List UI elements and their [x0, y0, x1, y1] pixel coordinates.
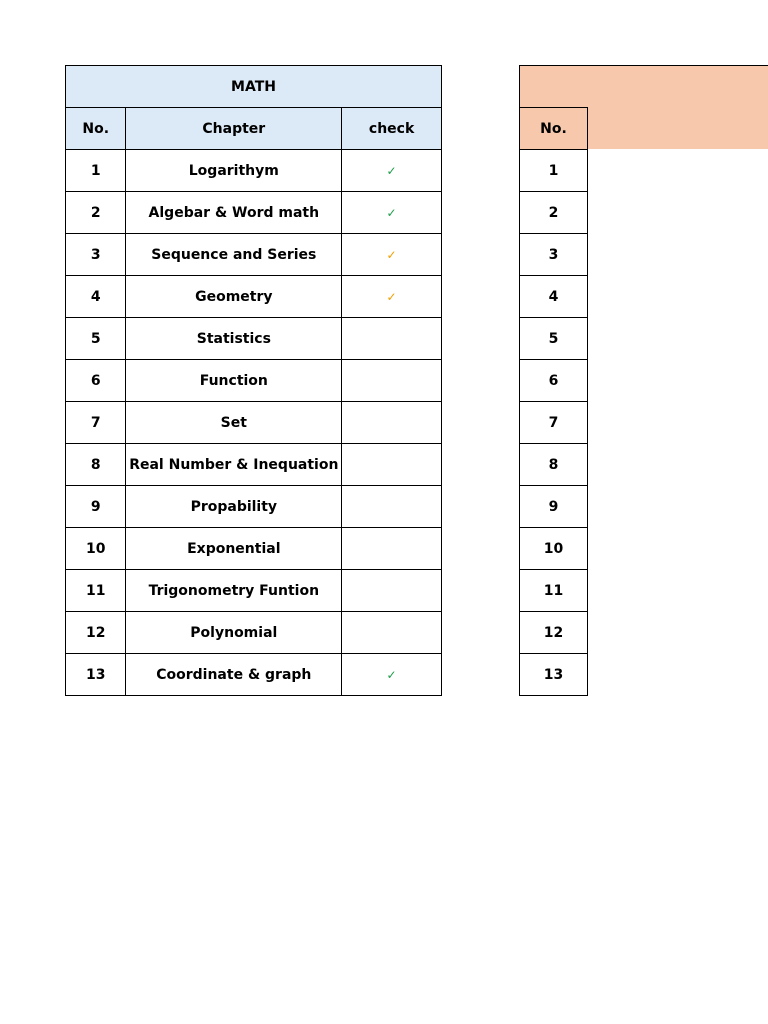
row-chapter-cell[interactable]: Propability [126, 486, 342, 528]
row-check-cell[interactable] [342, 654, 442, 696]
table-row [66, 612, 442, 654]
side-row [520, 528, 588, 570]
row-no-cell[interactable]: 7 [66, 402, 126, 444]
row-no-cell[interactable]: 1 [66, 150, 126, 192]
row-no-cell[interactable]: 2 [66, 192, 126, 234]
table-row [66, 318, 442, 360]
check-mark-icon: ✓ [386, 247, 397, 262]
table-row [66, 150, 442, 192]
table-row [66, 402, 442, 444]
side-row-no-cell[interactable]: 7 [520, 402, 588, 444]
row-check-cell[interactable] [342, 234, 442, 276]
row-check-cell[interactable] [342, 444, 442, 486]
side-row-no-cell[interactable]: 3 [520, 234, 588, 276]
row-check-cell[interactable] [342, 276, 442, 318]
side-row [520, 360, 588, 402]
side-row [520, 612, 588, 654]
math-title-row [66, 66, 442, 108]
row-chapter-cell[interactable]: Function [126, 360, 342, 402]
row-chapter-cell[interactable]: Set [126, 402, 342, 444]
side-row-no-cell[interactable]: 8 [520, 444, 588, 486]
side-row-no-cell[interactable]: 13 [520, 654, 588, 696]
math-title[interactable]: MATH [66, 66, 442, 108]
math-table [65, 65, 442, 696]
row-check-cell[interactable] [342, 612, 442, 654]
side-row [520, 192, 588, 234]
row-no-cell[interactable]: 9 [66, 486, 126, 528]
row-no-cell[interactable]: 6 [66, 360, 126, 402]
check-mark-icon: ✓ [386, 163, 397, 178]
side-row-no-cell[interactable]: 2 [520, 192, 588, 234]
side-row [520, 234, 588, 276]
side-row-no-cell[interactable]: 11 [520, 570, 588, 612]
row-check-cell[interactable] [342, 318, 442, 360]
side-row-no-cell[interactable]: 5 [520, 318, 588, 360]
row-check-cell[interactable] [342, 150, 442, 192]
row-chapter-cell[interactable]: Trigonometry Funtion [126, 570, 342, 612]
side-row-no-cell[interactable]: 9 [520, 486, 588, 528]
table-row [66, 276, 442, 318]
side-header-band [587, 107, 768, 149]
header-no[interactable]: No. [66, 108, 126, 150]
table-row [66, 444, 442, 486]
side-row [520, 276, 588, 318]
header-chapter[interactable]: Chapter [126, 108, 342, 150]
row-no-cell[interactable]: 8 [66, 444, 126, 486]
row-no-cell[interactable]: 11 [66, 570, 126, 612]
side-row [520, 150, 588, 192]
side-title-band [519, 65, 768, 107]
row-chapter-cell[interactable]: Logarithym [126, 150, 342, 192]
table-row [66, 570, 442, 612]
check-mark-icon: ✓ [386, 667, 397, 682]
row-check-cell[interactable] [342, 486, 442, 528]
side-row [520, 318, 588, 360]
side-header-no[interactable]: No. [520, 108, 588, 150]
row-check-cell[interactable] [342, 570, 442, 612]
row-no-cell[interactable]: 4 [66, 276, 126, 318]
side-row-no-cell[interactable]: 1 [520, 150, 588, 192]
side-row [520, 486, 588, 528]
header-check[interactable]: check [342, 108, 442, 150]
side-row [520, 654, 588, 696]
side-table [519, 107, 588, 696]
side-row [520, 402, 588, 444]
check-mark-icon: ✓ [386, 205, 397, 220]
row-check-cell[interactable] [342, 192, 442, 234]
side-row [520, 570, 588, 612]
row-chapter-cell[interactable]: Statistics [126, 318, 342, 360]
math-header-row [66, 108, 442, 150]
side-row-no-cell[interactable]: 10 [520, 528, 588, 570]
table-row [66, 234, 442, 276]
row-chapter-cell[interactable]: Coordinate & graph [126, 654, 342, 696]
row-chapter-cell[interactable]: Geometry [126, 276, 342, 318]
side-row-no-cell[interactable]: 12 [520, 612, 588, 654]
side-row-no-cell[interactable]: 6 [520, 360, 588, 402]
row-no-cell[interactable]: 10 [66, 528, 126, 570]
row-chapter-cell[interactable]: Sequence and Series [126, 234, 342, 276]
row-check-cell[interactable] [342, 402, 442, 444]
row-no-cell[interactable]: 3 [66, 234, 126, 276]
row-chapter-cell[interactable]: Polynomial [126, 612, 342, 654]
side-header-row [520, 108, 588, 150]
row-chapter-cell[interactable]: Algebar & Word math [126, 192, 342, 234]
side-row-no-cell[interactable]: 4 [520, 276, 588, 318]
table-row [66, 360, 442, 402]
row-no-cell[interactable]: 13 [66, 654, 126, 696]
row-check-cell[interactable] [342, 528, 442, 570]
table-row [66, 528, 442, 570]
side-row [520, 444, 588, 486]
row-check-cell[interactable] [342, 360, 442, 402]
check-mark-icon: ✓ [386, 289, 397, 304]
table-row [66, 192, 442, 234]
row-chapter-cell[interactable]: Real Number & Inequation [126, 444, 342, 486]
row-no-cell[interactable]: 12 [66, 612, 126, 654]
row-no-cell[interactable]: 5 [66, 318, 126, 360]
table-row [66, 654, 442, 696]
table-row [66, 486, 442, 528]
row-chapter-cell[interactable]: Exponential [126, 528, 342, 570]
